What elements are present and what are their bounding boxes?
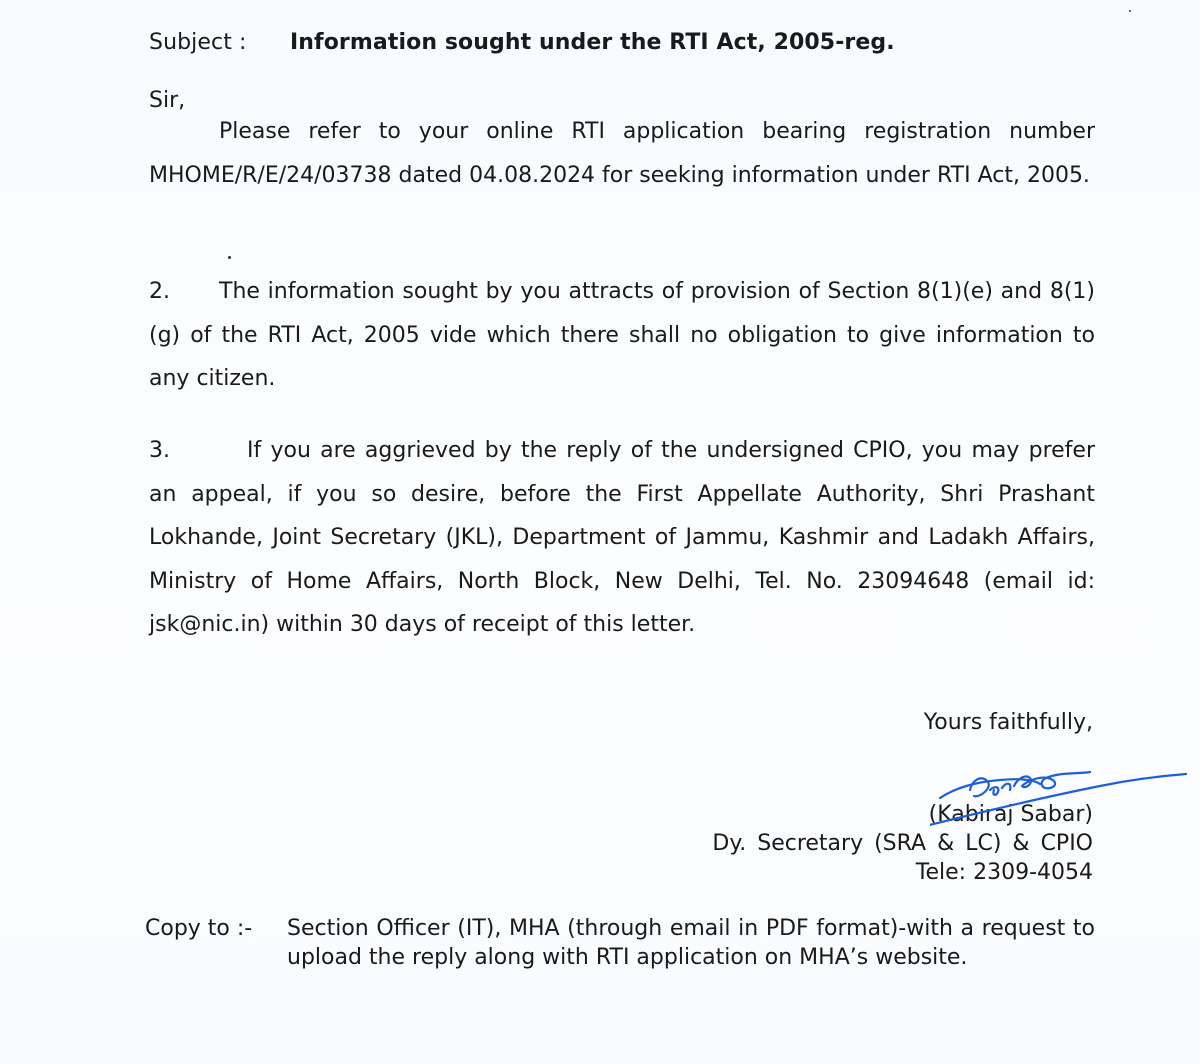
paragraph-1 (149, 110, 1095, 197)
signature-stroke-flourish (940, 779, 1040, 798)
salutation: Sir, (149, 88, 186, 113)
closing: Yours faithfully, (923, 710, 1093, 735)
scan-speck (1129, 10, 1131, 12)
signature-stroke-letters (970, 772, 1090, 796)
copy-to (145, 914, 1095, 972)
paragraph-2-text: The information sought by you attracts of provision of Section 8(1)(e) and 8(1)(g) of the RTI Act, 2005 vide which there shall no obligation to give information to any citizen. (149, 279, 1095, 391)
paragraph-1-text: Please refer to your online RTI application bearing registration number MHOME/R/E/24/03738 dated 04.08.2024 for seeking information under RTI Act, 2005. (149, 119, 1095, 188)
subject-text: Information sought under the RTI Act, 2005-reg. (290, 30, 895, 55)
paragraph-3 (149, 429, 1095, 647)
signatory-name: (Kabiraj Sabar) (928, 802, 1093, 827)
paragraph-3-text: If you are aggrieved by the reply of the undersigned CPIO, you may prefer an appeal, if you so desire, before the First Appellate Authority, Shri Prashant Lokhande, Joint Secretary (JKL), Department of Jammu, Kashmir and Ladakh Affairs, Ministry of Home Affairs, North Block, New Delhi, Tel. No. 23094648 (email id: jsk@nic.in) within 30 days of receipt of this letter. (149, 438, 1095, 637)
copy-to-text: Section Officer (IT), MHA (through email in PDF format)-with a request to upload the reply along with RTI application on MHA’s website. (287, 916, 1095, 970)
subject-label: Subject : (149, 30, 247, 55)
paragraph-2 (149, 270, 1095, 401)
paragraph-2-number: 2. (149, 279, 170, 304)
scan-speck (228, 256, 231, 259)
signatory-phone: Tele: 2309-4054 (915, 860, 1093, 885)
subject-line (149, 30, 895, 55)
signatory-block (712, 800, 1093, 887)
paragraph-3-number: 3. (149, 438, 170, 463)
copy-to-label: Copy to :- (145, 916, 253, 941)
signatory-designation: Dy. Secretary (SRA & LC) & CPIO (712, 831, 1093, 856)
